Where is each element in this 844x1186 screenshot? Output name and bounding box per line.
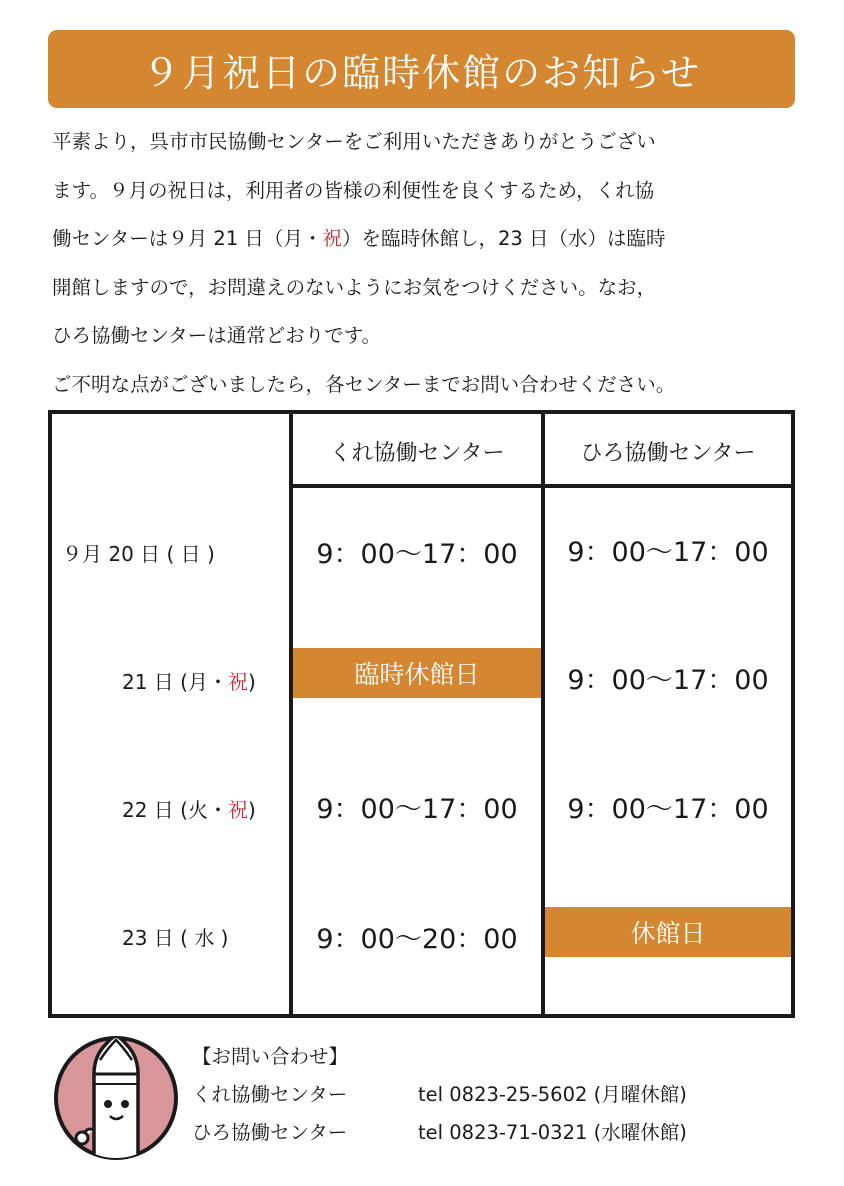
header-kure: くれ協働センター (329, 440, 505, 466)
holiday-mark: 祝 (322, 227, 342, 250)
date-sep-23: 23 日 ( 水 ) (122, 926, 229, 950)
hiro-hours-20: 9：00〜17：00 (567, 537, 769, 568)
intro-line: ます。９月の祝日は，利用者の皆様の利便性を良くするため，くれ協 (52, 178, 655, 202)
contact-heading: 【お問い合わせ】 (192, 1045, 349, 1068)
contact-hiro-name: ひろ協働センター (192, 1121, 348, 1144)
title-banner (48, 30, 795, 108)
holiday-mark: 祝 (227, 670, 248, 694)
intro-line: ひろ協働センターは通常どおりです。 (52, 324, 382, 347)
contact-kure (192, 1076, 687, 1114)
contact-hiro (192, 1114, 687, 1152)
page-title: ９月祝日の臨時休館のお知らせ (142, 50, 701, 95)
header-hiro: ひろ協働センター (580, 440, 756, 466)
hiro-hours-22: 9：00〜17：00 (567, 794, 769, 825)
kure-closed-badge: 臨時休館日 (293, 648, 541, 698)
intro-text (52, 118, 797, 409)
date-sep-22: 22 日 (火・祝) (122, 798, 256, 822)
intro-line: 平素より，呉市市民協働センターをご利用いただきありがとうござい (52, 130, 656, 153)
schedule-table (48, 410, 795, 1018)
kure-hours-20: 9：00〜17：00 (316, 539, 518, 570)
intro-line: 働センターは９月 21 日（月・祝）を臨時休館し，23 日（水）は臨時 (52, 227, 666, 250)
contact-kure-name: くれ協働センター (192, 1083, 348, 1106)
contact-info (192, 1038, 687, 1152)
date-sep-21: 21 日 (月・祝) (122, 670, 256, 694)
kure-hours-23: 9：00〜20：00 (316, 924, 518, 955)
hiro-hours-21: 9：00〜17：00 (567, 665, 769, 696)
intro-line: 開館しますので，お問違えのないようにお気をつけください。なお， (52, 275, 657, 299)
contact-hiro-tel: tel 0823-71-0321 (水曜休館) (418, 1121, 687, 1144)
date-sep-20: ９月 20 日 ( 日 ) (62, 542, 215, 566)
kure-hours-22: 9：00〜17：00 (316, 794, 518, 825)
hiro-closed-badge: 休館日 (545, 907, 791, 957)
intro-line: ご不明な点がございましたら，各センターまでお問い合わせください。 (52, 372, 676, 396)
contact-kure-tel: tel 0823-25-5602 (月曜休館) (418, 1083, 687, 1106)
holiday-mark: 祝 (227, 798, 248, 822)
crayon-mascot-icon (52, 1034, 180, 1162)
